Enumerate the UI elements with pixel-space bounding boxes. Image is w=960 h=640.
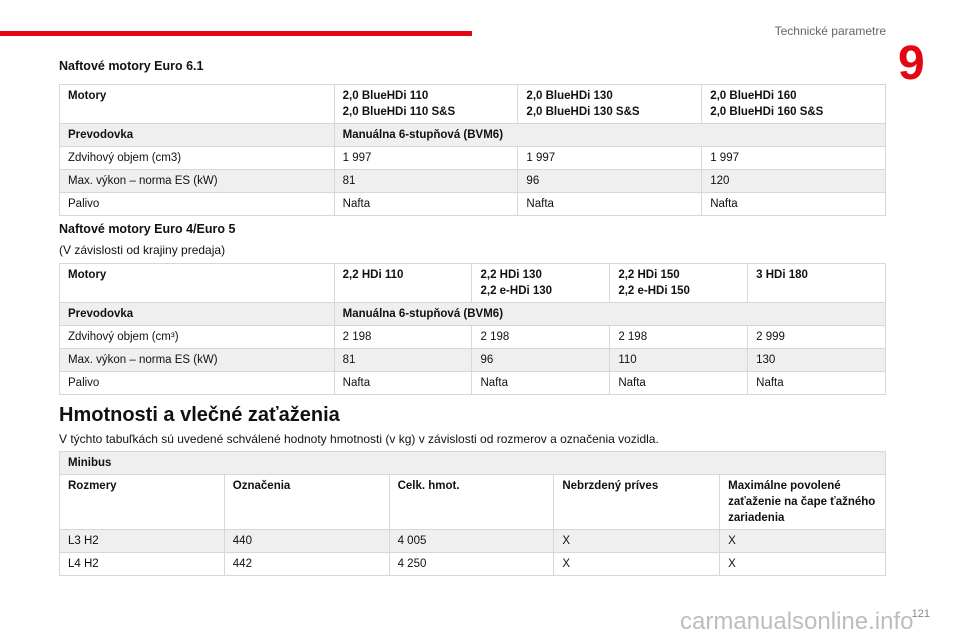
fuel-value: Nafta <box>748 372 886 395</box>
fuel-label: Palivo <box>60 372 335 395</box>
power-value: 110 <box>610 349 748 372</box>
euro6-table <box>59 84 886 216</box>
displacement-value: 1 997 <box>518 147 702 170</box>
displacement-value: 2 198 <box>334 326 472 349</box>
displacement-label: Zdvihový objem (cm3) <box>60 147 335 170</box>
gearbox-label: Prevodovka <box>60 124 335 147</box>
gearbox-value: Manuálna 6-stupňová (BVM6) <box>334 303 885 326</box>
section-euro5-note: (V závislosti od krajiny predaja) <box>59 243 226 257</box>
gearbox-value: Manuálna 6-stupňová (BVM6) <box>334 124 885 147</box>
table-cell: 4 250 <box>389 553 554 576</box>
column-header: Maximálne povolené zaťaženie na čape ťažného zariadenia <box>720 475 886 530</box>
column-header: Nebrzdený príves <box>554 475 720 530</box>
power-value: 96 <box>518 170 702 193</box>
gearbox-label: Prevodovka <box>60 303 335 326</box>
chapter-number: 9 <box>898 37 925 90</box>
motor-cell: 2,2 HDi 110 <box>334 264 472 303</box>
motor-cell: 3 HDi 180 <box>748 264 886 303</box>
table-cell: 440 <box>224 530 389 553</box>
table-row <box>60 170 886 193</box>
table-row <box>60 530 886 553</box>
displacement-value: 2 198 <box>610 326 748 349</box>
table-cell: 4 005 <box>389 530 554 553</box>
table-cell: X <box>554 553 720 576</box>
table-cell: L3 H2 <box>60 530 225 553</box>
power-value: 130 <box>748 349 886 372</box>
fuel-value: Nafta <box>472 372 610 395</box>
power-value: 81 <box>334 349 472 372</box>
power-label: Max. výkon – norma ES (kW) <box>60 170 335 193</box>
motor-cell: 2,2 HDi 130 2,2 e-HDi 130 <box>472 264 610 303</box>
table-row <box>60 124 886 147</box>
motor-cell: 2,0 BlueHDi 130 2,0 BlueHDi 130 S&S <box>518 85 702 124</box>
power-value: 96 <box>472 349 610 372</box>
fuel-label: Palivo <box>60 193 335 216</box>
displacement-value: 2 198 <box>472 326 610 349</box>
table-row <box>60 303 886 326</box>
table-row <box>60 326 886 349</box>
displacement-value: 2 999 <box>748 326 886 349</box>
table-row <box>60 193 886 216</box>
column-header: Označenia <box>224 475 389 530</box>
table-row <box>60 475 886 530</box>
fuel-value: Nafta <box>334 193 518 216</box>
table-row <box>60 372 886 395</box>
motors-label: Motory <box>60 85 335 124</box>
table-cell: X <box>720 530 886 553</box>
weights-table <box>59 451 886 576</box>
table-row <box>60 264 886 303</box>
fuel-value: Nafta <box>610 372 748 395</box>
fuel-value: Nafta <box>334 372 472 395</box>
table-cell: X <box>554 530 720 553</box>
table-row <box>60 349 886 372</box>
power-value: 120 <box>702 170 886 193</box>
motor-cell: 2,0 BlueHDi 160 2,0 BlueHDi 160 S&S <box>702 85 886 124</box>
table-row <box>60 452 886 475</box>
section-euro5-title: Naftové motory Euro 4/Euro 5 <box>59 222 236 236</box>
fuel-value: Nafta <box>518 193 702 216</box>
motor-cell: 2,0 BlueHDi 110 2,0 BlueHDi 110 S&S <box>334 85 518 124</box>
table-row <box>60 147 886 170</box>
table-row <box>60 553 886 576</box>
watermark: carmanualsonline.info <box>680 608 914 635</box>
displacement-value: 1 997 <box>334 147 518 170</box>
euro5-table <box>59 263 886 395</box>
table-row <box>60 85 886 124</box>
table-cell: X <box>720 553 886 576</box>
table-cell: 442 <box>224 553 389 576</box>
header-title: Technické parametre <box>774 24 886 38</box>
motor-cell: 2,2 HDi 150 2,2 e-HDi 150 <box>610 264 748 303</box>
fuel-value: Nafta <box>702 193 886 216</box>
column-header: Celk. hmot. <box>389 475 554 530</box>
power-value: 81 <box>334 170 518 193</box>
column-header: Rozmery <box>60 475 225 530</box>
weights-title: Hmotnosti a vlečné zaťaženia <box>59 404 340 426</box>
weights-table-title: Minibus <box>60 452 886 475</box>
displacement-value: 1 997 <box>702 147 886 170</box>
header-red-bar <box>0 31 472 36</box>
table-cell: L4 H2 <box>60 553 225 576</box>
section-euro6-title: Naftové motory Euro 6.1 <box>59 59 204 73</box>
power-label: Max. výkon – norma ES (kW) <box>60 349 335 372</box>
motors-label: Motory <box>60 264 335 303</box>
weights-intro: V týchto tabuľkách sú uvedené schválené hodnoty hmotnosti (v kg) v závislosti od rozmerov a označenia vozidla. <box>59 432 659 446</box>
displacement-label: Zdvihový objem (cm³) <box>60 326 335 349</box>
page-number: 121 <box>911 608 930 620</box>
